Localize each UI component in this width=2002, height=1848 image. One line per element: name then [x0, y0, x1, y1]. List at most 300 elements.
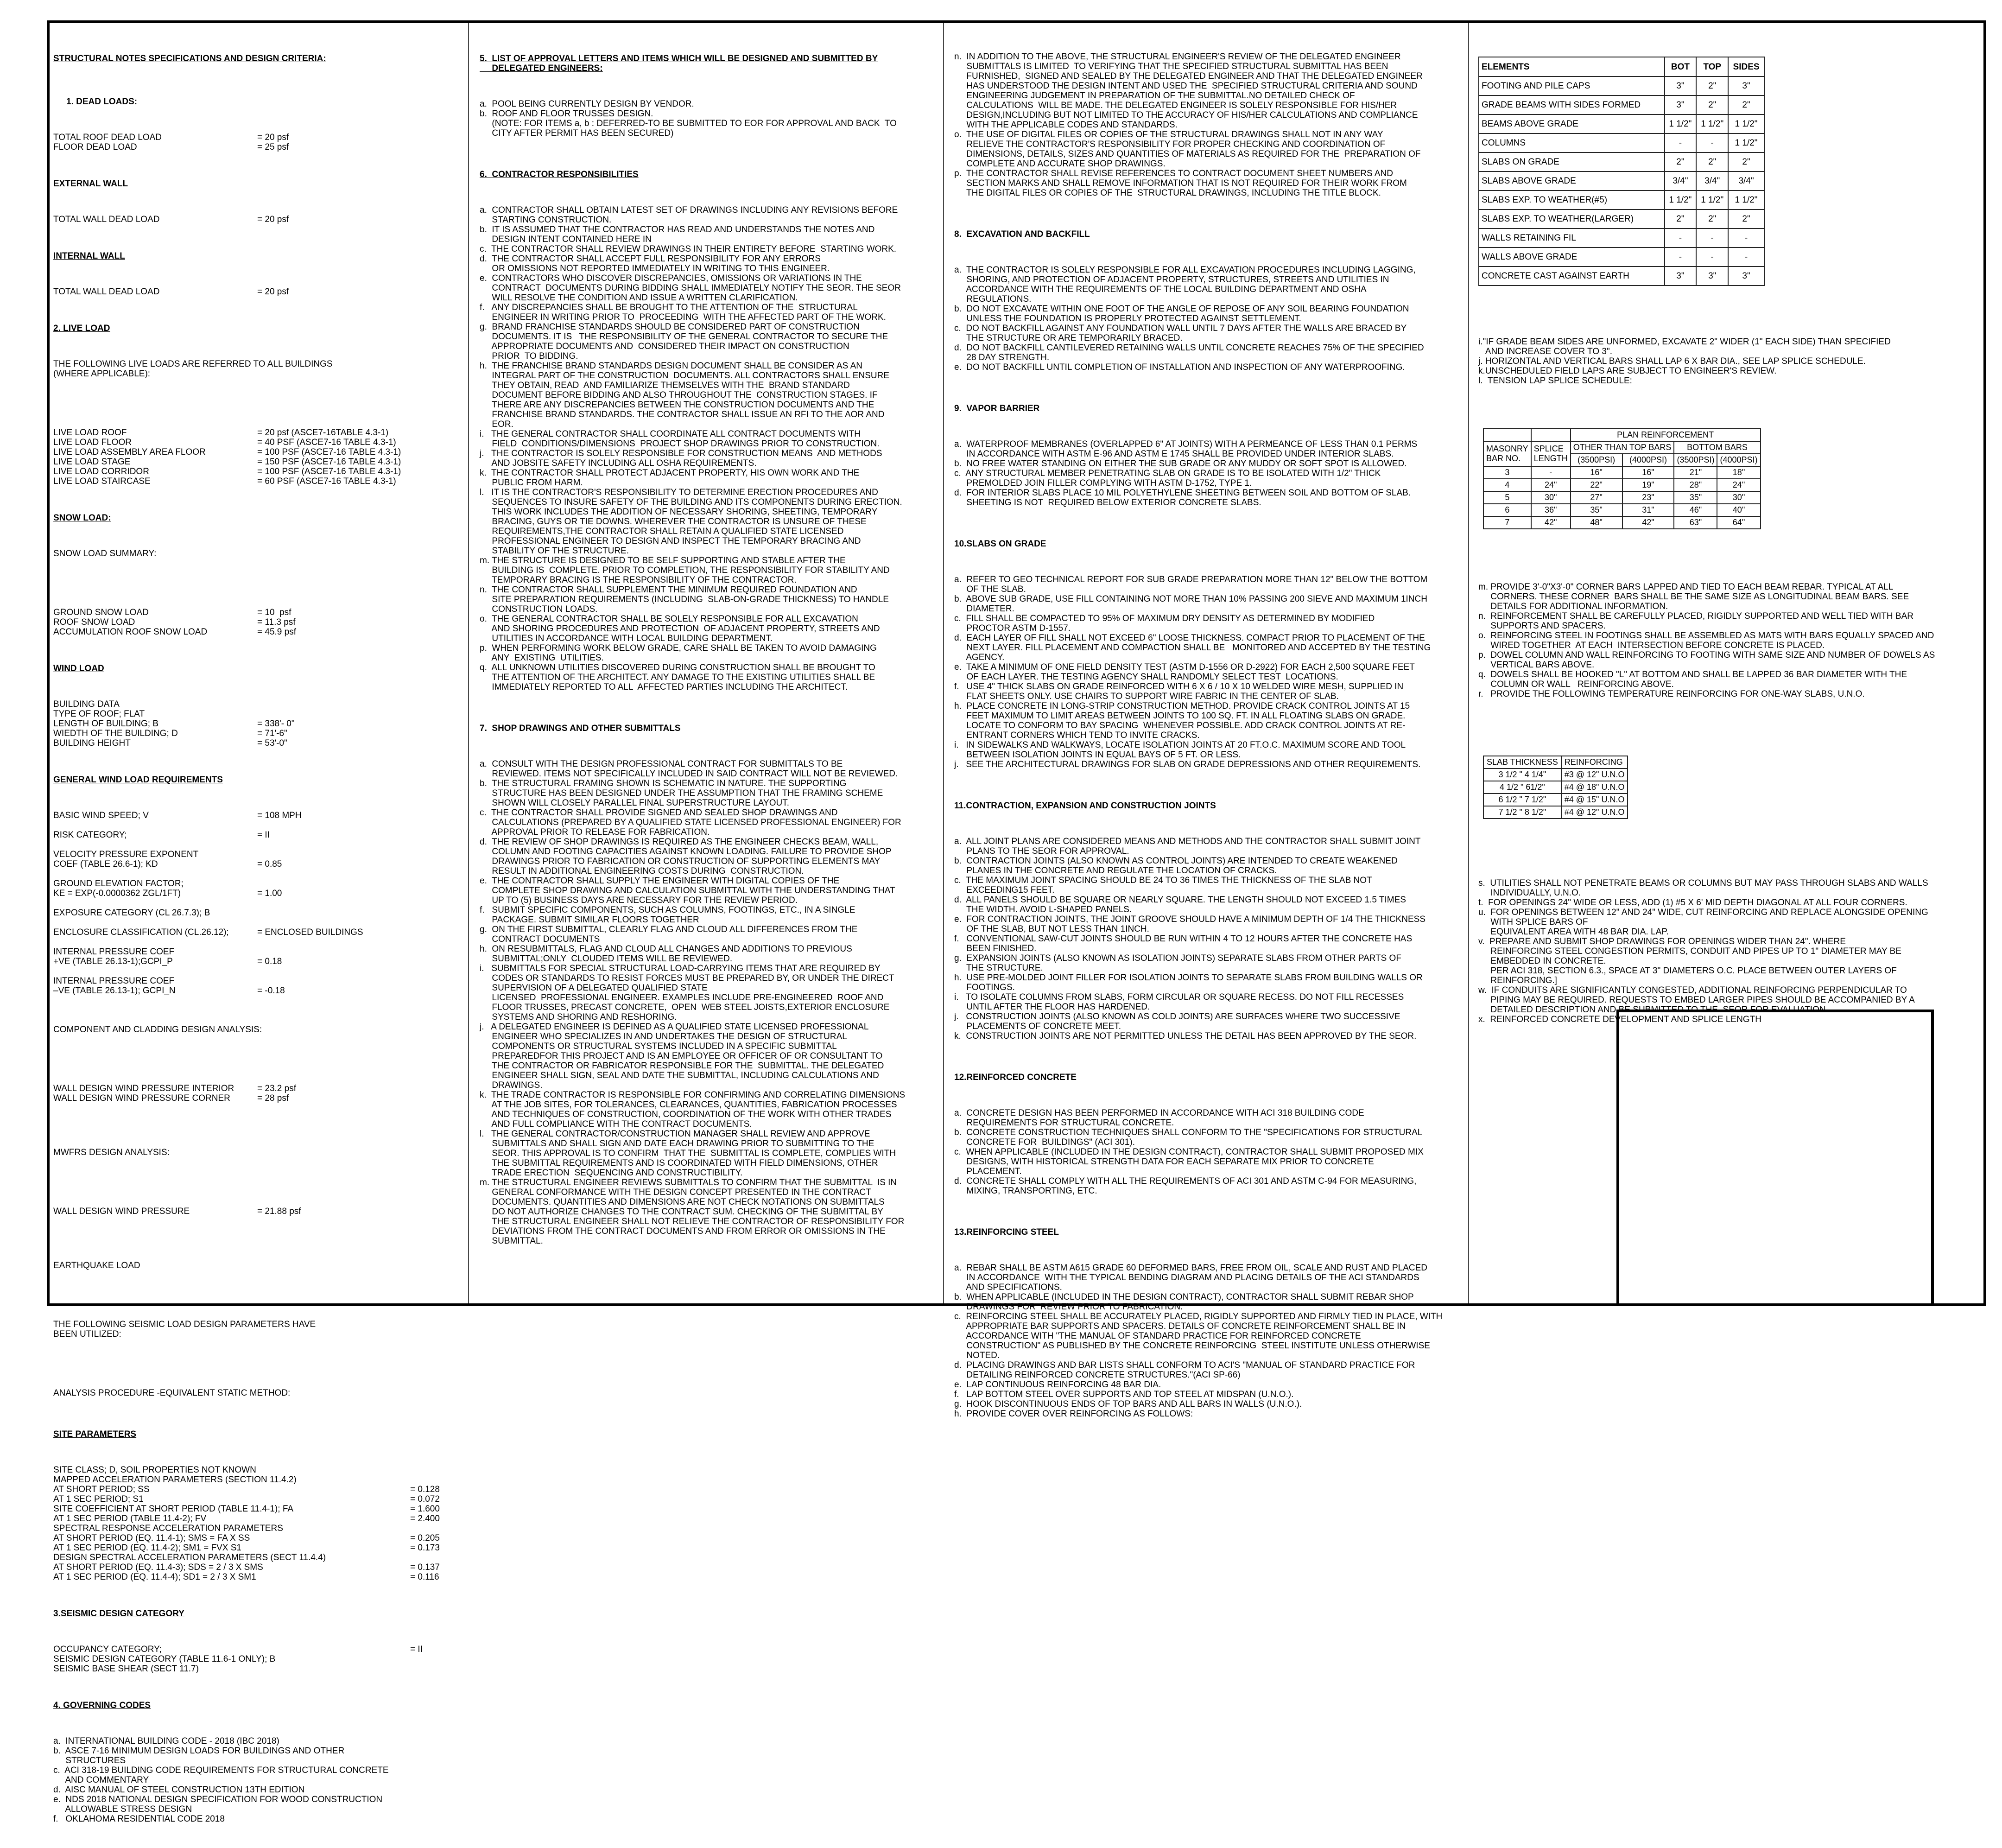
column-divider — [468, 23, 469, 1303]
param-label: SITE COEFFICIENT AT SHORT PERIOD (TABLE 11.4-1); FA — [53, 1504, 294, 1514]
mwfrs-list — [53, 1207, 463, 1216]
param-row — [53, 467, 463, 476]
table-cell: 48" — [1571, 516, 1622, 529]
table-cell: 19" — [1622, 479, 1674, 491]
param-value: = 1.00 — [257, 889, 282, 898]
table-cell: SLABS ABOVE GRADE — [1479, 171, 1665, 191]
param-value: = 20 psf — [257, 215, 289, 224]
table-row — [1483, 516, 1761, 529]
param-value: = 40 PSF (ASCE7-16 TABLE 4.3-1) — [257, 438, 396, 447]
table-row — [1479, 152, 1764, 171]
earthquake-label: EARTHQUAKE LOAD — [53, 1261, 140, 1270]
table-cell: 3" — [1665, 76, 1697, 95]
table-row — [1479, 191, 1764, 210]
param-label: LIVE LOAD STAIRCASE — [53, 476, 151, 486]
param-label: RISK CATEGORY; — [53, 830, 127, 840]
slabs-on-grade-text: a. REFER TO GEO TECHNICAL REPORT FOR SUB GRADE PREPARATION MORE THAN 12" BELOW THE BOTTOM OF THE SLAB. b. ABOVE SUB GRADE, USE FILL CONTAINING NOT MORE THAN 10% PASSING 200 SIEVE AND MAXIMUM 1INCH DIAMETER. c. FILL SHALL BE COMPACTED TO 95% OF MAXIMUM DRY DENSITY AS DETERMINED BY MODIFIED PROCTOR ASTM D-1557. d. EACH LAYER OF FILL SHALL NOT EXCEED 6" LOOSE THICKNESS. COMPACT PRIOR TO PLACEMENT OF THE NEXT LAYER. FILL PLACEMENT AND COMPACTION SHALL BE MONITORED AND ACCEPTED BY THE TESTING AGENCY. e. TAKE A MINIMUM OF ONE FIELD DENSITY TEST (ASTM D-1556 OR D-2922) FOR EACH 2,500 SQUARE FEET OF EACH LAYER. THE TESTING AGENCY SHALL RANDOMLY SELECT TEST LOCATIONS. f. USE 4" THICK SLABS ON GRADE REINFORCED WITH 6 X 6 / 10 X 10 WELDED WIRE MESH, SUPPLIED IN FLAT SHEETS ONLY. USE CHAIRS TO SUPPORT WIRE FABRIC IN THE CENTER OF SLAB. h. PLACE CONCRETE IN LONG-STRIP CONSTRUCTION METHOD. PROVIDE CRACK CONTROL JOINTS AT 15 FEET MAXIMUM TO LIMIT AREAS BETWEEN JOINTS TO 100 SQ. FT. IN ALL FLOATING SLABS ON GRADE. LOCATE TO CONFORM TO BAY SPACING WHENEVER POSSIBLE. ADD CRACK CONTROL JOINTS AT RE- ENTRANT CORNERS WHICH TEND TO INVITE CRACKS. i. IN SIDEWALKS AND WALKWAYS, LOCATE ISOLATION JOINTS AT 20 FT.O.C. MAXIMUM SCORE AND TOOL BETWEEN ISOLATION JOINTS IN EQUAL BAYS OF 5 FT. OR LESS. j. SEE THE ARCHITECTURAL DRAWINGS FOR SLAB ON GRADE DEPRESSIONS AND OTHER REQUIREMENTS. — [954, 575, 1431, 769]
column-header: SLAB THICKNESS — [1483, 756, 1561, 768]
table-cell: 3/4" — [1728, 171, 1764, 191]
table-cell: 2" — [1728, 210, 1764, 229]
table-cell: - — [1696, 229, 1728, 248]
table-cell: 7 — [1483, 516, 1531, 529]
table-cell: 42" — [1531, 516, 1571, 529]
table-cell: GRADE BEAMS WITH SIDES FORMED — [1479, 95, 1665, 114]
column-divider — [943, 23, 944, 1303]
table-row — [1483, 466, 1761, 479]
table-cell: 18" — [1717, 466, 1760, 479]
param-label: SITE CLASS; D, SOIL PROPERTIES NOT KNOWN — [53, 1465, 256, 1475]
param-label: WALL DESIGN WIND PRESSURE — [53, 1207, 190, 1216]
param-value: = 53'-0" — [257, 738, 287, 748]
general-wind-list — [53, 811, 463, 1005]
table-cell: 35" — [1674, 491, 1717, 504]
param-value: = 2.400 — [410, 1514, 440, 1524]
mwfrs-label: MWFRS DESIGN ANALYSIS: — [53, 1148, 170, 1157]
param-label: FLOOR DEAD LOAD — [53, 142, 137, 152]
param-value: = ENCLOSED BUILDINGS — [257, 927, 363, 937]
param-label: LIVE LOAD ASSEMBLY AREA FLOOR — [53, 447, 206, 457]
param-row — [53, 1465, 463, 1475]
param-row — [53, 608, 463, 617]
param-value: = 0.128 — [410, 1485, 440, 1494]
param-label: AT SHORT PERIOD (EQ. 11.4-3); SDS = 2 / 3 X SMS — [53, 1562, 263, 1572]
table-row — [1479, 76, 1764, 95]
column-divider — [1468, 23, 1469, 1303]
table-cell: #4 @ 15" U.N.O — [1561, 794, 1628, 806]
masonry-bar-header: MASONRY BAR NO. — [1483, 441, 1531, 466]
param-label: BUILDING HEIGHT — [53, 738, 131, 748]
param-value: = 108 MPH — [257, 811, 302, 820]
table-row — [1483, 781, 1628, 794]
table-cell: - — [1531, 466, 1571, 479]
param-label: VELOCITY PRESSURE EXPONENT COEF (TABLE 26.6-1); KD — [53, 850, 199, 869]
table-row — [1479, 95, 1764, 114]
param-label: BUILDING DATA — [53, 699, 120, 709]
openings-notes: s. UTILITIES SHALL NOT PENETRATE BEAMS OR COLUMNS BUT MAY PASS THROUGH SLABS AND WALLS INDIVIDUALLY, U.N.O. t. FOR OPENINGS 24" WIDE OR LESS, ADD (1) #5 X 6' MID DEPTH DIAGONAL AT ALL FOUR CORNERS. u. FOR OPENINGS BETWEEN 12" AND 24" WIDE, CUT REINFORCING AND REPLACE ALONGSIDE OPENING WITH SPLICE BARS OF EQUIVALENT AREA WITH 48 BAR DIA. LAP. v. PREPARE AND SUBMIT SHOP DRAWINGS FOR OPENINGS WIDER THAN 24". WHERE REINFORCING STEEL CONGESTION PERMITS, CONDUIT AND PIPES UP TO 1" DIAMETER MAY BE EMBEDDED IN CONCRETE. PER ACI 318, SECTION 6.3., SPACE AT 3" DIAMETERS O.C. PLACE BETWEEN OUTER LAYERS OF REINFORCING.] w. IF CONDUITS ARE SIGNIFICANTLY CONGESTED, ADDITIONAL REINFORCING PERPENDICULAR TO PIPING MAY BE REQUIRED. REQUESTS TO EMBED LARGER PIPES SHOULD BE ACCOMPANIED BY A DETAILED DESCRIPTION AND BE SUBMITTED TO THE SEOR FOR EVALUATION. x. REINFORCED CONCRETE DEVELOPMENT AND SPLICE LENGTH — [1478, 878, 1928, 1024]
param-row — [53, 1084, 463, 1093]
table-cell: 3 1/2 " 4 1/4" — [1483, 768, 1561, 781]
cladding-analysis-label: COMPONENT AND CLADDING DESIGN ANALYSIS: — [53, 1025, 262, 1035]
param-row — [53, 811, 463, 820]
internal-wall-list — [53, 287, 463, 297]
table-cell: 6 — [1483, 504, 1531, 516]
table-cell: FOOTING AND PILE CAPS — [1479, 76, 1665, 95]
joints-text: a. ALL JOINT PLANS ARE CONSIDERED MEANS AND METHODS AND THE CONTRACTOR SHALL SUBMIT JOINT PLANS TO THE SEOR FOR APPROVAL. b. CONTRACTION JOINTS (ALSO KNOWN AS CONTROL JOINTS) ARE INTENDED TO CREATE WEAKENED PLANES IN THE CONCRETE AND REGULATE THE LOCATION OF CRACKS. c. THE MAXIMUM JOINT SPACING SHOULD BE 24 TO 36 TIMES THE THICKNESS OF THE SLAB NOT EXCEEDING15 FEET. d. ALL PANELS SHOULD BE SQUARE OR NEARLY SQUARE. THE LENGTH SHOULD NOT EXCEED 1.5 TIMES THE WIDTH. AVOID L-SHAPED PANELS. e. FOR CONTRACTION JOINTS, THE JOINT GROOVE SHOULD HAVE A MINIMUM DEPTH OF 1/4 THE THICKNESS OF THE SLAB, BUT NOT LESS THAN 1INCH. f. CONVENTIONAL SAW-CUT JOINTS SHOULD BE RUN WITHIN 4 TO 12 HOURS AFTER THE CONCRETE HAS BEEN FINISHED. g. EXPANSION JOINTS (ALSO KNOWN AS ISOLATION JOINTS) SEPARATE SLABS FROM OTHER PARTS OF THE STRUCTURE. h. USE PRE-MOLDED JOINT FILLER FOR ISOLATION JOINTS TO SEPARATE SLABS FROM BUILDING WALLS OR FOOTINGS. i. TO ISOLATE COLUMNS FROM SLABS, FORM CIRCULAR OR SQUARE RECESS. DO NOT FILL RECESSES UNTIL AFTER THE FLOOR HAS HARDENED. j. CONSTRUCTION JOINTS (ALSO KNOWN AS COLD JOINTS) ARE SURFACES WHERE TWO SUCCESSIVE PLACEMENTS OF CONCRETE MEET. k. CONSTRUCTION JOINTS ARE NOT PERMITTED UNLESS THE DETAIL HAS BEEN APPROVED BY THE SEOR. — [954, 837, 1425, 1041]
param-label: WALL DESIGN WIND PRESSURE INTERIOR — [53, 1084, 234, 1093]
internal-wall-heading: INTERNAL WALL — [53, 251, 125, 261]
param-value: = 28 psf — [257, 1093, 289, 1103]
sheet-title: STRUCTURAL NOTES SPECIFICATIONS AND DESIGN CRITERIA: — [53, 54, 326, 64]
column-header: TOP — [1696, 57, 1728, 76]
table-row — [1479, 229, 1764, 248]
param-value: = 0.137 — [410, 1562, 440, 1572]
param-row — [53, 947, 463, 966]
dead-loads-heading: 1. DEAD LOADS: — [66, 97, 138, 107]
table-cell: #3 @ 12" U.N.O — [1561, 768, 1628, 781]
param-label: AT 1 SEC PERIOD (TABLE 11.4-2); FV — [53, 1514, 207, 1524]
param-value: = 150 PSF (ASCE7-16 TABLE 4.3-1) — [257, 457, 401, 467]
param-row — [53, 927, 463, 937]
wind-load-heading: WIND LOAD — [53, 664, 104, 673]
param-row — [53, 1645, 463, 1654]
table-cell: - — [1728, 229, 1764, 248]
table-cell: 46" — [1674, 504, 1717, 516]
table-cell: 1 1/2" — [1728, 191, 1764, 210]
param-row — [53, 1553, 463, 1562]
submittals-continued-text: n. IN ADDITION TO THE ABOVE, THE STRUCTURAL ENGINEER'S REVIEW OF THE DELEGATED ENGINEER SUBMITTALS IS LIMITED TO VERIFYING THAT THE SPECIFIED STRUCTURAL SUBMITTAL HAS BEEN FURNISHED, SIGNED AND SEALED BY THE DELEGATED ENGINEER AND THAT THE DELEGATED ENGINEER HAS UNDERSTOOD THE DESIGN INTENT AND USED THE SPECIFIED STRUCTURAL CRITERIA AND SOUND ENGINEERING JUDGEMENT IN PREPARATION OF THE SUBMITTAL.NO DETAILED CHECK OF CALCULATIONS WILL BE MADE. THE DELEGATED ENGINEER IS SOLELY RESPONSIBLE FOR HIS/HER DESIGN,INCLUDING BUT NOT LIMITED TO THE ACCURACY OF HIS/HER CALCULATIONS AND COMPLIANCE WITH THE APPLICABLE CODES AND STANDARDS. o. THE USE OF DIGITAL FILES OR COPIES OF THE STRUCTURAL DRAWINGS SHALL NOT IN ANY WAY RELIEVE THE CONTRACTOR'S RESPONSIBILITY FOR PROPER CHECKING AND COORDINATION OF DIMENSIONS, DETAILS, SIZES AND QUANTITIES OF MATERIALS AS REQUIRED FOR THE PREPARATION OF COMPLETE AND ACCURATE SHOP DRAWINGS. p. THE CONTRACTOR SHALL REVISE REFERENCES TO CONTRACT DOCUMENT SHEET NUMBERS AND SECTION MARKS AND SHALL REMOVE INFORMATION THAT IS NOT REQUIRED FOR THEIR WORK FROM THE DIGITAL FILES OR COPIES OF THE STRUCTURAL DRAWINGS, INCLUDING THE TITLE BLOCK. — [954, 52, 1423, 198]
excavation-heading: 8. EXCAVATION AND BACKFILL — [954, 229, 1090, 239]
param-row — [53, 1543, 463, 1553]
approval-letters-text: a. POOL BEING CURRENTLY DESIGN BY VENDOR. b. ROOF AND FLOOR TRUSSES DESIGN. (NOTE: FOR ITEMS a, b : DEFERRED-TO BE SUBMITTED TO EOR FOR APPROVAL AND BACK TO CITY AFTER PERMIT HAS BEEN SECURED) — [480, 99, 897, 138]
param-row — [53, 287, 463, 297]
table-cell: - — [1665, 229, 1697, 248]
param-label: LIVE LOAD FLOOR — [53, 438, 132, 447]
table-row — [1483, 768, 1628, 781]
param-row — [53, 699, 463, 709]
psi-header: (3500PSI) — [1571, 454, 1622, 466]
splice-length-header: SPLICE LENGTH — [1531, 441, 1571, 466]
param-row — [53, 1485, 463, 1494]
table-cell: 1 1/2" — [1665, 191, 1697, 210]
param-row — [53, 908, 463, 918]
param-row — [53, 428, 463, 438]
param-row — [53, 1654, 463, 1664]
param-value: = II — [410, 1645, 423, 1654]
plan-reinforcement-table — [1483, 428, 1761, 529]
param-label: LIVE LOAD ROOF — [53, 428, 127, 438]
analysis-procedure: ANALYSIS PROCEDURE -EQUIVALENT STATIC METHOD: — [53, 1388, 291, 1398]
param-row — [53, 627, 463, 637]
table-cell: 2" — [1665, 210, 1697, 229]
param-label: AT SHORT PERIOD (EQ. 11.4-1); SMS = FA X SS — [53, 1533, 250, 1543]
param-value: = 25 psf — [257, 142, 289, 152]
column-header: REINFORCING — [1561, 756, 1628, 768]
param-value: = 20 psf (ASCE7-16TABLE 4.3-1) — [257, 428, 389, 438]
param-label: SEISMIC DESIGN CATEGORY (TABLE 11.6-1 ONLY); B — [53, 1654, 276, 1664]
column-header: BOT — [1665, 57, 1697, 76]
reinforced-concrete-heading: 12.REINFORCED CONCRETE — [954, 1073, 1077, 1082]
live-load-heading: 2. LIVE LOAD — [53, 324, 110, 333]
other-than-top-header: OTHER THAN TOP BARS — [1571, 441, 1674, 454]
table-cell: 1 1/2" — [1696, 114, 1728, 133]
table-cell: 30" — [1717, 491, 1760, 504]
table-cell: - — [1665, 133, 1697, 152]
live-load-list — [53, 428, 463, 486]
general-wind-heading: GENERAL WIND LOAD REQUIREMENTS — [53, 775, 223, 785]
param-label: INTERNAL PRESSURE COEF –VE (TABLE 26.13-1); GCPI_N — [53, 976, 176, 996]
excavation-text: a. THE CONTRACTOR IS SOLELY RESPONSIBLE FOR ALL EXCAVATION PROCEDURES INCLUDING LAGGING, SHORING, AND PROTECTION OF ADJACENT PROPERTY, STRUCTURES, STREETS AND UTILITIES IN ACCORDANCE WITH THE REQUIREMENTS OF THE LOCAL BUILDING DEPARTMENT AND OSHA REGULATIONS. b. DO NOT EXCAVATE WITHIN ONE FOOT OF THE ANGLE OF REPOSE OF ANY SOIL BEARING FOUNDATION UNLESS THE FOUNDATION IS PROPERLY PROTECTED AGAINST SETTLEMENT. c. DO NOT BACKFILL AGAINST ANY FOUNDATION WALL UNTIL 7 DAYS AFTER THE WALLS ARE BRACED BY THE STRUCTURE OR ARE TEMPORARILY BRACED. d. DO NOT BACKFILL CANTILEVERED RETAINING WALLS UNTIL CONCRETE REACHES 75% OF THE SPECIFIED 28 DAY STRENGTH. e. DO NOT BACKFILL UNTIL COMPLETION OF INSTALLATION AND INSPECTION OF ANY WATERPROOFING. — [954, 265, 1424, 372]
param-row — [53, 1572, 463, 1582]
param-value: = 20 psf — [257, 287, 289, 297]
table-cell: 30" — [1531, 491, 1571, 504]
param-label: GROUND SNOW LOAD — [53, 608, 149, 617]
table-cell: 2" — [1696, 76, 1728, 95]
slab-reinforcing-table — [1483, 756, 1628, 819]
table-cell: - — [1728, 248, 1764, 267]
param-row — [53, 738, 463, 748]
table-row — [1483, 794, 1628, 806]
table-cell: 2" — [1696, 210, 1728, 229]
param-row — [53, 1524, 463, 1533]
table-cell: #4 @ 18" U.N.O — [1561, 781, 1628, 794]
table-cell: 36" — [1531, 504, 1571, 516]
concrete-cover-table — [1478, 57, 1765, 286]
seismic-category-heading: 3.SEISMIC DESIGN CATEGORY — [53, 1609, 184, 1619]
table-cell: 4 — [1483, 479, 1531, 491]
table-cell: 42" — [1622, 516, 1674, 529]
param-value: = 21.88 psf — [257, 1207, 301, 1216]
lap-splice-notes: i."IF GRADE BEAM SIDES ARE UNFORMED, EXCAVATE 2" WIDER (1" EACH SIDE) THAN SPECIFIED AND INCREASE COVER TO 3". j. HORIZONTAL AND VERTICAL BARS SHALL LAP 6 X BAR DIA., SEE LAP SPLICE SCHEDULE. k.UNSCHEDULED FIELD LAPS ARE SUBJECT TO ENGINEER'S REVIEW. l. TENSION LAP SPLICE SCHEDULE: — [1478, 337, 1891, 386]
snow-load-list — [53, 608, 463, 637]
param-label: TYPE OF ROOF; FLAT — [53, 709, 145, 719]
plan-table-title: PLAN REINFORCEMENT — [1571, 429, 1761, 441]
table-cell: 16" — [1571, 466, 1622, 479]
governing-codes-heading: 4. GOVERNING CODES — [53, 1701, 151, 1710]
param-row — [53, 850, 463, 869]
param-label: LIVE LOAD CORRIDOR — [53, 467, 149, 476]
site-parameters-heading: SITE PARAMETERS — [53, 1429, 137, 1439]
table-cell: 2" — [1728, 95, 1764, 114]
reinforcing-steel-text: a. REBAR SHALL BE ASTM A615 GRADE 60 DEFORMED BARS, FREE FROM OIL, SCALE AND RUST AND PLACED IN ACCORDANCE WITH THE TYPICAL BENDING DIAGRAM AND PLACING DETAILS OF THE ACI STANDARDS AND SPECIFICATIONS. b. WHEN APPLICABLE (INCLUDED IN THE DESIGN CONTRACT), CONTRACTOR SHALL SUBMIT REBAR SHOP DRAWINGS FOR REVIEW PRIOR TO FABRICATION. c. REINFORCING STEEL SHALL BE ACCURATELY PLACED, RIGIDLY SUPPORTED AND FIRMLY TIED IN PLACE, WITH APPROPRIATE BAR SUPPORTS AND SPACERS. DETAILS OF CONCRETE REINFORCEMENT SHALL BE IN ACCORDANCE WITH "THE MANUAL OF STANDARD PRACTICE FOR REINFORCED CONCRETE CONSTRUCTION" AS PUBLISHED BY THE CONCRETE REINFORCING STEEL INSTITUTE UNLESS OTHERWISE NOTED. d. PLACING DRAWINGS AND BAR LISTS SHALL CONFORM TO ACI'S "MANUAL OF STANDARD PRACTICE FOR DETAILING REINFORCED CONCRETE STRUCTURES."(ACI SP-66) e. LAP CONTINUOUS REINFORCING 48 BAR DIA. f. LAP BOTTOM STEEL OVER SUPPORTS AND TOP STEEL AT MIDSPAN (U.N.O.). g. HOOK DISCONTINUOUS ENDS OF TOP BARS AND ALL BARS IN WALLS (U.N.O.). h. PROVIDE COVER OVER REINFORCING AS FOLLOWS: — [954, 1263, 1443, 1419]
param-row — [53, 1533, 463, 1543]
table-row — [1479, 210, 1764, 229]
notes-column-1 — [53, 32, 463, 1824]
param-row — [53, 1494, 463, 1504]
table-row — [1479, 267, 1764, 286]
table-row — [1479, 248, 1764, 267]
param-row — [53, 1664, 463, 1674]
param-row — [53, 1562, 463, 1572]
table-cell: 2" — [1696, 95, 1728, 114]
param-value: = 1.600 — [410, 1504, 440, 1514]
table-cell: 16" — [1622, 466, 1674, 479]
table-cell: 2" — [1696, 152, 1728, 171]
table-cell: #4 @ 12" U.N.O — [1561, 806, 1628, 819]
param-value: = 23.2 psf — [257, 1084, 296, 1093]
param-value: = 11.3 psf — [257, 617, 296, 627]
param-label: GROUND ELEVATION FACTOR; KE = EXP(-0.0000362 ZGL/1FT) — [53, 879, 184, 898]
param-label: ENCLOSURE CLASSIFICATION (CL.26.12); — [53, 927, 229, 937]
param-value: = 10 psf — [257, 608, 291, 617]
param-label: AT 1 SEC PERIOD (EQ. 11.4-2); SM1 = FVX S1 — [53, 1543, 241, 1553]
param-value: = 0.116 — [410, 1572, 439, 1582]
column-header: SIDES — [1728, 57, 1764, 76]
table-cell: - — [1696, 133, 1728, 152]
table-cell: CONCRETE CAST AGAINST EARTH — [1479, 267, 1665, 286]
table-cell: WALLS ABOVE GRADE — [1479, 248, 1665, 267]
param-row — [53, 617, 463, 627]
table-row — [1483, 806, 1628, 819]
table-cell: - — [1665, 248, 1697, 267]
param-label: DESIGN SPECTRAL ACCELERATION PARAMETERS (SECT 11.4.4) — [53, 1553, 326, 1562]
slabs-on-grade-heading: 10.SLABS ON GRADE — [954, 539, 1046, 549]
table-cell: 2" — [1665, 152, 1697, 171]
reinforcing-steel-heading: 13.REINFORCING STEEL — [954, 1227, 1059, 1237]
column-header: ELEMENTS — [1479, 57, 1665, 76]
notes-column-2 — [480, 32, 938, 1297]
param-value: = 0.18 — [257, 957, 282, 966]
table-cell: - — [1696, 248, 1728, 267]
table-cell: 24" — [1717, 479, 1760, 491]
param-label: ACCUMULATION ROOF SNOW LOAD — [53, 627, 208, 637]
site-parameters-list — [53, 1465, 463, 1582]
param-row — [53, 438, 463, 447]
param-row — [53, 133, 463, 142]
external-wall-list — [53, 215, 463, 224]
param-label: AT 1 SEC PERIOD; S1 — [53, 1494, 144, 1504]
table-cell: 3" — [1728, 267, 1764, 286]
psi-header: (4000PSI) — [1622, 454, 1674, 466]
table-cell: 64" — [1717, 516, 1760, 529]
table-cell: 31" — [1622, 504, 1674, 516]
table-cell: SLABS ON GRADE — [1479, 152, 1665, 171]
param-label: EXPOSURE CATEGORY (CL 26.7.3); B — [53, 908, 210, 918]
table-cell: SLABS EXP. TO WEATHER(#5) — [1479, 191, 1665, 210]
param-label: TOTAL ROOF DEAD LOAD — [53, 133, 162, 142]
psi-header: (3500PSI) — [1674, 454, 1717, 466]
table-row — [1479, 171, 1764, 191]
live-load-intro: THE FOLLOWING LIVE LOADS ARE REFERRED TO ALL BUILDINGS (WHERE APPLICABLE): — [53, 359, 333, 379]
param-label: WIEDTH OF THE BUILDING; D — [53, 729, 178, 738]
table-cell: 3" — [1696, 267, 1728, 286]
param-value: = 0.205 — [410, 1533, 440, 1543]
contractor-responsibilities-text: a. CONTRACTOR SHALL OBTAIN LATEST SET OF DRAWINGS INCLUDING ANY REVISIONS BEFORE STARTING CONSTRUCTION. b. IT IS ASSUMED THAT THE CONTRACTOR HAS READ AND UNDERSTANDS THE NOTES AND DESIGN INTENT CONTAINED HERE IN c. THE CONTRACTOR SHALL REVIEW DRAWINGS IN THEIR ENTIRETY BEFORE STARTING WORK. d. THE CONTRACTOR SHALL ACCEPT FULL RESPONSIBILITY FOR ANY ERRORS OR OMISSIONS NOT REPORTED IMMEDIATELY IN WRITING TO THIS ENGINEER. e. CONTRACTORS WHO DISCOVER DISCREPANCIES, OMISSIONS OR VARIATIONS IN THE CONTRACT DOCUMENTS DURING BIDDING SHALL IMMEDIATELY NOTIFY THE SEOR. THE SEOR WILL RESOLVE THE CONDITION AND ISSUE A WRITTEN CLARIFICATION. f. ANY DISCREPANCIES SHALL BE BROUGHT TO THE ATTENTION OF THE STRUCTURAL ENGINEER IN WRITING PRIOR TO PROCEEDING WITH THE AFFECTED PART OF THE WORK. g. BRAND FRANCHISE STANDARDS SHOULD BE CONSIDERED PART OF CONSTRUCTION DOCUMENTS. IT IS THE RESPONSIBILITY OF THE GENERAL CONTRACTOR TO SECURE THE APPROPRIATE DOCUMENTS AND CONSIDERED THEIR IMPACT ON CONSTRUCTION PRIOR TO BIDDING. h. THE FRANCHISE BRAND STANDARDS DESIGN DOCUMENT SHALL BE CONSIDER AS AN INTEGRAL PART OF THE CONSTRUCTION DOCUMENTS. ALL CONTRACTORS SHALL ENSURE THEY OBTAIN, READ AND FAMILIARIZE THEMSELVES WITH THE BRAND STANDARD DOCUMENT BEFORE BIDDING AND ALSO THROUGHOUT THE CONSTRUCTION STAGES. IF THERE ARE ANY DISCREPANCIES BETWEEN THE CONSTRUCTION DOCUMENTS AND THE FRANCHISE BRAND STANDARDS. THE CONTRACTOR SHALL ISSUE AN RFI TO THE AOR AND EOR. i. THE GENERAL CONTRACTOR SHALL COORDINATE ALL CONTRACT DOCUMENTS WITH FIELD CONDITIONS/DIMENSIONS PROJECT SHOP DRAWINGS PRIOR TO CONSTRUCTION. j. THE CONTRACTOR IS SOLELY RESPONSIBLE FOR CONSTRUCTION MEANS AND METHODS AND JOBSITE SAFETY INCLUDING ALL OSHA REQUIREMENTS. k. THE CONTRACTOR SHALL PROTECT ADJACENT PROPERTY, HIS OWN WORK AND THE PUBLIC FROM HARM. l. IT IS THE CONTRACTOR'S RESPONSIBILITY TO DETERMINE ERECTION PROCEDURES AND SEQUENCES TO INSURE SAFETY OF THE BUILDING AND ITS COMPONENTS DURING ERECTION. THIS WORK INCLUDES THE ADDITION OF NECESSARY SHORING, SHEETING, TEMPORARY BRACING, GUYS OR TIE DOWNS. WHEREVER THE CONTRACTOR IS UNSURE OF THESE REQUIREMENTS,THE CONTRACTOR SHALL RETAIN A QUALIFIED STATE LICENSED PROFESSIONAL ENGINEER TO DESIGN AND INSPECT THE TEMPORARY BRACING AND STABILITY OF THE STRUCTURE. m. THE STRUCTURE IS DESIGNED TO BE SELF SUPPORTING AND STABLE AFTER THE BUILDING IS COMPLETE. PRIOR TO COMPLETION, THE RESPONSIBILITY FOR STABILITY AND TEMPORARY BRACING IS THE RESPONSIBILITY OF THE CONTRACTOR. n. THE CONTRACTOR SHALL SUPPLEMENT THE MINIMUM REQUIRED FOUNDATION AND SITE PREPARATION REQUIREMENTS (INCLUDING SLAB-ON-GRADE THICKNESS) TO HANDLE CONSTRUCTION LOADS. o. THE GENERAL CONTRACTOR SHALL BE SOLELY RESPONSIBLE FOR ALL EXCAVATION AND SHORING PROCEDURES AND PROTECTION OF ADJACENT PROPERTY, STREETS AND UTILITIES IN ACCORDANCE WITH LOCAL BUILDING DEPARTMENT. p. WHEN PERFORMING WORK BELOW GRADE, CARE SHALL BE TAKEN TO AVOID DAMAGING ANY EXISTING UTILITIES. q. ALL UNKNOWN UTILITIES DISCOVERED DURING CONSTRUCTION SHALL BE BROUGHT TO THE ATTENTION OF THE ARCHITECT. ANY DAMAGE TO THE EXISTING UTILITIES SHALL BE IMMEDIATELY REPORTED TO ALL AFFECTED PARTIES INCLUDING THE ARCHITECT. — [480, 205, 902, 692]
param-label: OCCUPANCY CATEGORY; — [53, 1645, 162, 1654]
param-row — [53, 1514, 463, 1524]
param-row — [53, 1504, 463, 1514]
param-value: = 20 psf — [257, 133, 289, 142]
reinforcing-notes: m. PROVIDE 3'-0"X3'-0" CORNER BARS LAPPED AND TIED TO EACH BEAM REBAR. TYPICAL AT ALL CORNERS. THESE CORNER BARS SHALL BE THE SAME SIZE AS LONGITUDINAL BEAM BARS. SEE DETAILS FOR ADDITIONAL INFORMATION. n. REINFORCEMENT SHALL BE CAREFULLY PLACED, RIGIDLY SUPPORTED AND WELL TIED WITH BAR SUPPORTS AND SPACERS. o. REINFORCING STEEL IN FOOTINGS SHALL BE ASSEMBLED AS MATS WITH BARS EQUALLY SPACED AND WIRED TOGETHER AT EACH INTERSECTION BEFORE CONCRETE IS PLACED. p. DOWEL COLUMN AND WALL REINFORCING TO FOOTING WITH SAME SIZE AND NUMBER OF DOWELS AS VERTICAL BARS ABOVE. q. DOWELS SHALL BE HOOKED "L" AT BOTTOM AND SHALL BE LAPPED 36 BAR DIAMETER WITH THE COLUMN OR WALL REINFORCING ABOVE. r. PROVIDE THE FOLLOWING TEMPERATURE REINFORCING FOR ONE-WAY SLABS, U.N.O. — [1478, 582, 1935, 699]
table-row — [1483, 491, 1761, 504]
table-cell: WALLS RETAINING FIL — [1479, 229, 1665, 248]
table-row — [1483, 504, 1761, 516]
param-label: BASIC WIND SPEED; V — [53, 811, 149, 820]
param-label: SPECTRAL RESPONSE ACCELERATION PARAMETERS — [53, 1524, 283, 1533]
approval-letters-heading: 5. LIST OF APPROVAL LETTERS AND ITEMS WHICH WILL BE DESIGNED AND SUBMITTED BY DELEGATED ENGINEERS: — [480, 54, 878, 73]
param-label: INTERNAL PRESSURE COEF +VE (TABLE 26.13-1);GCPI_P — [53, 947, 175, 966]
shop-drawings-heading: 7. SHOP DRAWINGS AND OTHER SUBMITTALS — [480, 724, 681, 733]
param-value: = -0.18 — [257, 986, 285, 996]
table-cell: COLUMNS — [1479, 133, 1665, 152]
table-cell: 1 1/2" — [1728, 114, 1764, 133]
param-label: WALL DESIGN WIND PRESSURE CORNER — [53, 1093, 230, 1103]
param-label: TOTAL WALL DEAD LOAD — [53, 215, 160, 224]
seismic-category-list — [53, 1645, 463, 1674]
param-label: LENGTH OF BUILDING; B — [53, 719, 158, 729]
param-label: TOTAL WALL DEAD LOAD — [53, 287, 160, 297]
cladding-list — [53, 1084, 463, 1103]
table-cell: 3/4" — [1665, 171, 1697, 191]
bottom-bars-header: BOTTOM BARS — [1674, 441, 1760, 454]
reinforced-concrete-text: a. CONCRETE DESIGN HAS BEEN PERFORMED IN ACCORDANCE WITH ACI 318 BUILDING CODE REQUIREMENTS FOR STRUCTURAL CONCRETE. b. CONCRETE CONSTRUCTION TECHNIQUES SHALL CONFORM TO THE "SPECIFICATIONS FOR STRUCTURAL CONCRETE FOR BUILDINGS" (ACI 301). c. WHEN APPLICABLE (INCLUDED IN THE DESIGN CONTRACT), CONTRACTOR SHALL SUBMIT PROPOSED MIX DESIGNS, WITH HISTORICAL STRENGTH DATA FOR EACH SEPARATE MIX PRIOR TO CONCRETE PLACEMENT. d. CONCRETE SHALL COMPLY WITH ALL THE REQUIREMENTS OF ACI 301 AND ASTM C-94 FOR MEASURING, MIXING, TRANSPORTING, ETC. — [954, 1108, 1424, 1196]
governing-codes-list: a. INTERNATIONAL BUILDING CODE - 2018 (IBC 2018) b. ASCE 7-16 MINIMUM DESIGN LOADS FOR BUILDINGS AND OTHER STRUCTURES c. ACI 318-19 BUILDING CODE REQUIREMENTS FOR STRUCTURAL CONCRETE AND COMMENTARY d. AISC MANUAL OF STEEL CONSTRUCTION 13TH EDITION e. NDS 2018 NATIONAL DESIGN SPECIFICATION FOR WOOD CONSTRUCTION ALLOWABLE STRESS DESIGN f. OKLAHOMA RESIDENTIAL CODE 2018 — [53, 1736, 389, 1824]
table-cell: 3 — [1483, 466, 1531, 479]
table-cell: 1 1/2" — [1696, 191, 1728, 210]
table-cell: 3/4" — [1696, 171, 1728, 191]
param-label: LIVE LOAD STAGE — [53, 457, 131, 467]
param-value: = II — [257, 830, 270, 840]
param-row — [53, 142, 463, 152]
param-row — [53, 476, 463, 486]
table-cell: 1 1/2" — [1728, 133, 1764, 152]
param-row — [53, 447, 463, 457]
param-row — [53, 215, 463, 224]
vapor-barrier-heading: 9. VAPOR BARRIER — [954, 404, 1040, 413]
table-cell: 21" — [1674, 466, 1717, 479]
param-row — [53, 729, 463, 738]
table-cell: 63" — [1674, 516, 1717, 529]
param-label: AT 1 SEC PERIOD (EQ. 11.4-4); SD1 = 2 / 3 X SM1 — [53, 1572, 256, 1582]
table-cell: 7 1/2 " 8 1/2" — [1483, 806, 1561, 819]
table-cell: 22" — [1571, 479, 1622, 491]
param-row — [53, 1093, 463, 1103]
table-cell: 28" — [1674, 479, 1717, 491]
snow-summary-label: SNOW LOAD SUMMARY: — [53, 549, 157, 559]
param-value: = 0.173 — [410, 1543, 440, 1553]
table-cell: BEAMS ABOVE GRADE — [1479, 114, 1665, 133]
table-cell: 35" — [1571, 504, 1622, 516]
param-value: = 338'- 0" — [257, 719, 295, 729]
param-row — [53, 976, 463, 996]
table-cell: 3" — [1728, 76, 1764, 95]
param-row — [53, 830, 463, 840]
param-value: = 100 PSF (ASCE7-16 TABLE 4.3-1) — [257, 467, 401, 476]
table-cell: 27" — [1571, 491, 1622, 504]
table-cell: 40" — [1717, 504, 1760, 516]
table-cell: 3" — [1665, 95, 1697, 114]
param-row — [53, 457, 463, 467]
table-cell: 6 1/2 " 7 1/2" — [1483, 794, 1561, 806]
table-cell: 3" — [1665, 267, 1697, 286]
table-row — [1479, 114, 1764, 133]
dead-loads-list — [53, 133, 463, 152]
param-value: = 71'-6" — [257, 729, 287, 738]
param-row — [53, 1207, 463, 1216]
table-cell: 1 1/2" — [1665, 114, 1697, 133]
snow-load-heading: SNOW LOAD: — [53, 513, 111, 523]
param-row — [53, 879, 463, 898]
table-cell: 2" — [1728, 152, 1764, 171]
param-label: ROOF SNOW LOAD — [53, 617, 135, 627]
table-cell: 4 1/2 " 61/2" — [1483, 781, 1561, 794]
param-value: = 100 PSF (ASCE7-16 TABLE 4.3-1) — [257, 447, 401, 457]
wind-load-list — [53, 699, 463, 748]
param-row — [53, 1475, 463, 1485]
joints-heading: 11.CONTRACTION, EXPANSION AND CONSTRUCTION JOINTS — [954, 801, 1216, 811]
engineer-stamp-box — [1616, 1010, 1934, 1306]
seismic-intro: THE FOLLOWING SEISMIC LOAD DESIGN PARAMETERS HAVE BEEN UTILIZED: — [53, 1320, 316, 1339]
param-label: MAPPED ACCELERATION PARAMETERS (SECTION 11.4.2) — [53, 1475, 297, 1485]
vapor-barrier-text: a. WATERPROOF MEMBRANES (OVERLAPPED 6" AT JOINTS) WITH A PERMEANCE OF LESS THAN 0.1 PERMS IN ACCORDANCE WITH ASTM E-96 AND ASTM E 1745 SHALL BE PROVIDED UNDER INTERIOR SLABS. b. NO FREE WATER STANDING ON EITHER THE SUB GRADE OR ANY MUDDY OR SOFT SPOT IS ALLOWED. c. ANY STRUCTURAL MEMBER PENETRATING SLAB ON GRADE IS TO BE ISOLATED WITH 1/2" THICK PREMOLDED JOIN FILLER COMPLYING WITH ASTM D-1752, TYPE 1. d. FOR INTERIOR SLABS PLACE 10 MIL POLYETHYLENE SHEETING BETWEEN SOIL AND BOTTOM OF SLAB. SHEETING IS NOT REQUIRED BELOW EXTERIOR CONCRETE SLABS. — [954, 439, 1418, 508]
table-cell: 5 — [1483, 491, 1531, 504]
psi-header: (4000PSI) — [1717, 454, 1760, 466]
param-label: AT SHORT PERIOD; SS — [53, 1485, 150, 1494]
param-value: = 60 PSF (ASCE7-16 TABLE 4.3-1) — [257, 476, 396, 486]
table-cell: 23" — [1622, 491, 1674, 504]
notes-column-3 — [954, 32, 1464, 1419]
table-cell: SLABS EXP. TO WEATHER(LARGER) — [1479, 210, 1665, 229]
param-row — [53, 709, 463, 719]
param-value: = 45.9 psf — [257, 627, 296, 637]
table-row — [1483, 479, 1761, 491]
param-value: = 0.85 — [257, 859, 282, 869]
external-wall-heading: EXTERNAL WALL — [53, 179, 128, 189]
param-row — [53, 719, 463, 729]
contractor-responsibilities-heading: 6. CONTRACTOR RESPONSIBILITIES — [480, 170, 639, 179]
param-value: = 0.072 — [410, 1494, 440, 1504]
param-label: SEISMIC BASE SHEAR (SECT 11.7) — [53, 1664, 199, 1674]
shop-drawings-text: a. CONSULT WITH THE DESIGN PROFESSIONAL CONTRACT FOR SUBMITTALS TO BE REVIEWED. ITEMS NOT SPECIFICALLY INCLUDED IN SAID CONTRACT WILL NOT BE REVIEWED. b. THE STRUCTURAL FRAMING SHOWN IS SCHEMATIC IN NATURE. THE SUPPORTING STRUCTURE HAS BEEN DESIGNED UNDER THE ASSUMPTION THAT THE FRAMING SCHEME SHOWN WILL CLOSELY PARALLEL FINAL SUPERSTRUCTURE LAYOUT. c. THE CONTRACTOR SHALL PROVIDE SIGNED AND SEALED SHOP DRAWINGS AND CALCULATIONS (PREPARED BY A QUALIFIED STATE LICENSED PROFESSIONAL ENGINEER) FOR APPROVAL PRIOR TO RELEASE FOR FABRICATION. d. THE REVIEW OF SHOP DRAWINGS IS REQUIRED AS THE ENGINEER CHECKS BEAM, WALL, COLUMN AND FOOTING CAPACITIES AGAINST KNOWN LOADING. FAILURE TO PROVIDE SHOP DRAWINGS PRIOR TO FABRICATION OR CONSTRUCTION OF SUPPORTING ELEMENTS MAY RESULT IN ADDITIONAL ENGINEERING COSTS DURING CONSTRUCTION. e. THE CONTRACTOR SHALL SUPPLY THE ENGINEER WITH DIGITAL COPIES OF THE COMPLETE SHOP DRAWING AND CALCULATION SUBMITTAL WITH THE UNDERSTANDING THAT UP TO (5) BUSINESS DAYS ARE NECESSARY FOR THE REVIEW PERIOD. f. SUBMIT SPECIFIC COMPONENTS, SUCH AS COLUMNS, FOOTINGS, ETC., IN A SINGLE PACKAGE. SUBMIT SIMILAR FLOORS TOGETHER g. ON THE FIRST SUBMITTAL, CLEARLY FLAG AND CLOUD ALL DIFFERENCES FROM THE CONTRACT DOCUMENTS h. ON RESUBMITTALS, FLAG AND CLOUD ALL CHANGES AND ADDITIONS TO PREVIOUS SUBMITTAL;ONLY CLOUDED ITEMS WILL BE REVIEWED. i. SUBMITTALS FOR SPECIAL STRUCTURAL LOAD-CARRYING ITEMS THAT ARE REQUIRED BY CODES OR STANDARDS TO RESIST FORCES MUST BE PREPARED BY, OR UNDER THE DIRECT SUPERVISION OF A DELEGATED QUALIFIED STATE LICENSED PROFESSIONAL ENGINEER. EXAMPLES INCLUDE PRE-ENGINEERED ROOF AND FLOOR TRUSSES, PRECAST CONCRETE, OPEN WEB STEEL JOISTS,EXTERIOR ENCLOSURE SYSTEMS AND SHORING AND RESHORING. j. A DELEGATED ENGINEER IS DEFINED AS A QUALIFIED STATE LICENSED PROFESSIONAL ENGINEER WHO SPECIALIZES IN AND UNDERTAKES THE DESIGN OF STRUCTURAL COMPONENTS OR STRUCTURAL SYSTEMS INCLUDED IN A SPECIFIC SUBMITTAL PREPAREDFOR THIS PROJECT AND IS AN EMPLOYEE OR OFFICER OF OR CONSULTANT TO THE CONTRACTOR OR FABRICATOR RESPONSIBLE FOR THE SUBMITTAL. THE DELEGATED ENGINEER SHALL SIGN, SEAL AND DATE THE SUBMITTAL, INCLUDING CALCULATIONS AND DRAWINGS. k. THE TRADE CONTRACTOR IS RESPONSIBLE FOR CONFIRMING AND CORRELATING DIMENSIONS AT THE JOB SITES, FOR TOLERANCES, CLEARANCES, QUANTITIES, FABRICATION PROCESSES AND TECHNIQUES OF CONSTRUCTION, COORDINATION OF THE WORK WITH OTHER TRADES AND FULL COMPLIANCE WITH THE CONTRACT DOCUMENTS. l. THE GENERAL CONTRACTOR/CONSTRUCTION MANAGER SHALL REVIEW AND APPROVE SUBMITTALS AND SHALL SIGN AND DATE EACH DRAWING PRIOR TO SUBMITTING TO THE SEOR. THIS APPROVAL IS TO CONFIRM THAT THE SUBMITTAL IS COMPLETE, COMPLIES WITH THE SUBMITTAL REQUIREMENTS AND IS COORDINATED WITH FIELD DIMENSIONS, OTHER TRADE ERECTION SEQUENCING AND CONSTRUCTIBILITY. m. THE STRUCTURAL ENGINEER REVIEWS SUBMITTALS TO CONFIRM THAT THE SUBMITTAL IS IN GENERAL CONFORMANCE WITH THE DESIGN CONCEPT PRESENTED IN THE CONTRACT DOCUMENTS. QUANTITIES AND DIMENSIONS ARE NOT CHECK NOTATIONS ON SUBMITTALS DO NOT AUTHORIZE CHANGES TO THE CONTRACT SUM. CHECKING OF THE SUBMITTAL BY THE STRUCTURAL ENGINEER SHALL NOT RELIEVE THE CONTRACTOR OF RESPONSIBILITY FOR DEVIATIONS FROM THE CONTRACT DOCUMENTS AND FROM ERROR OR OMISSIONS IN THE SUBMITTAL. — [480, 759, 906, 1246]
